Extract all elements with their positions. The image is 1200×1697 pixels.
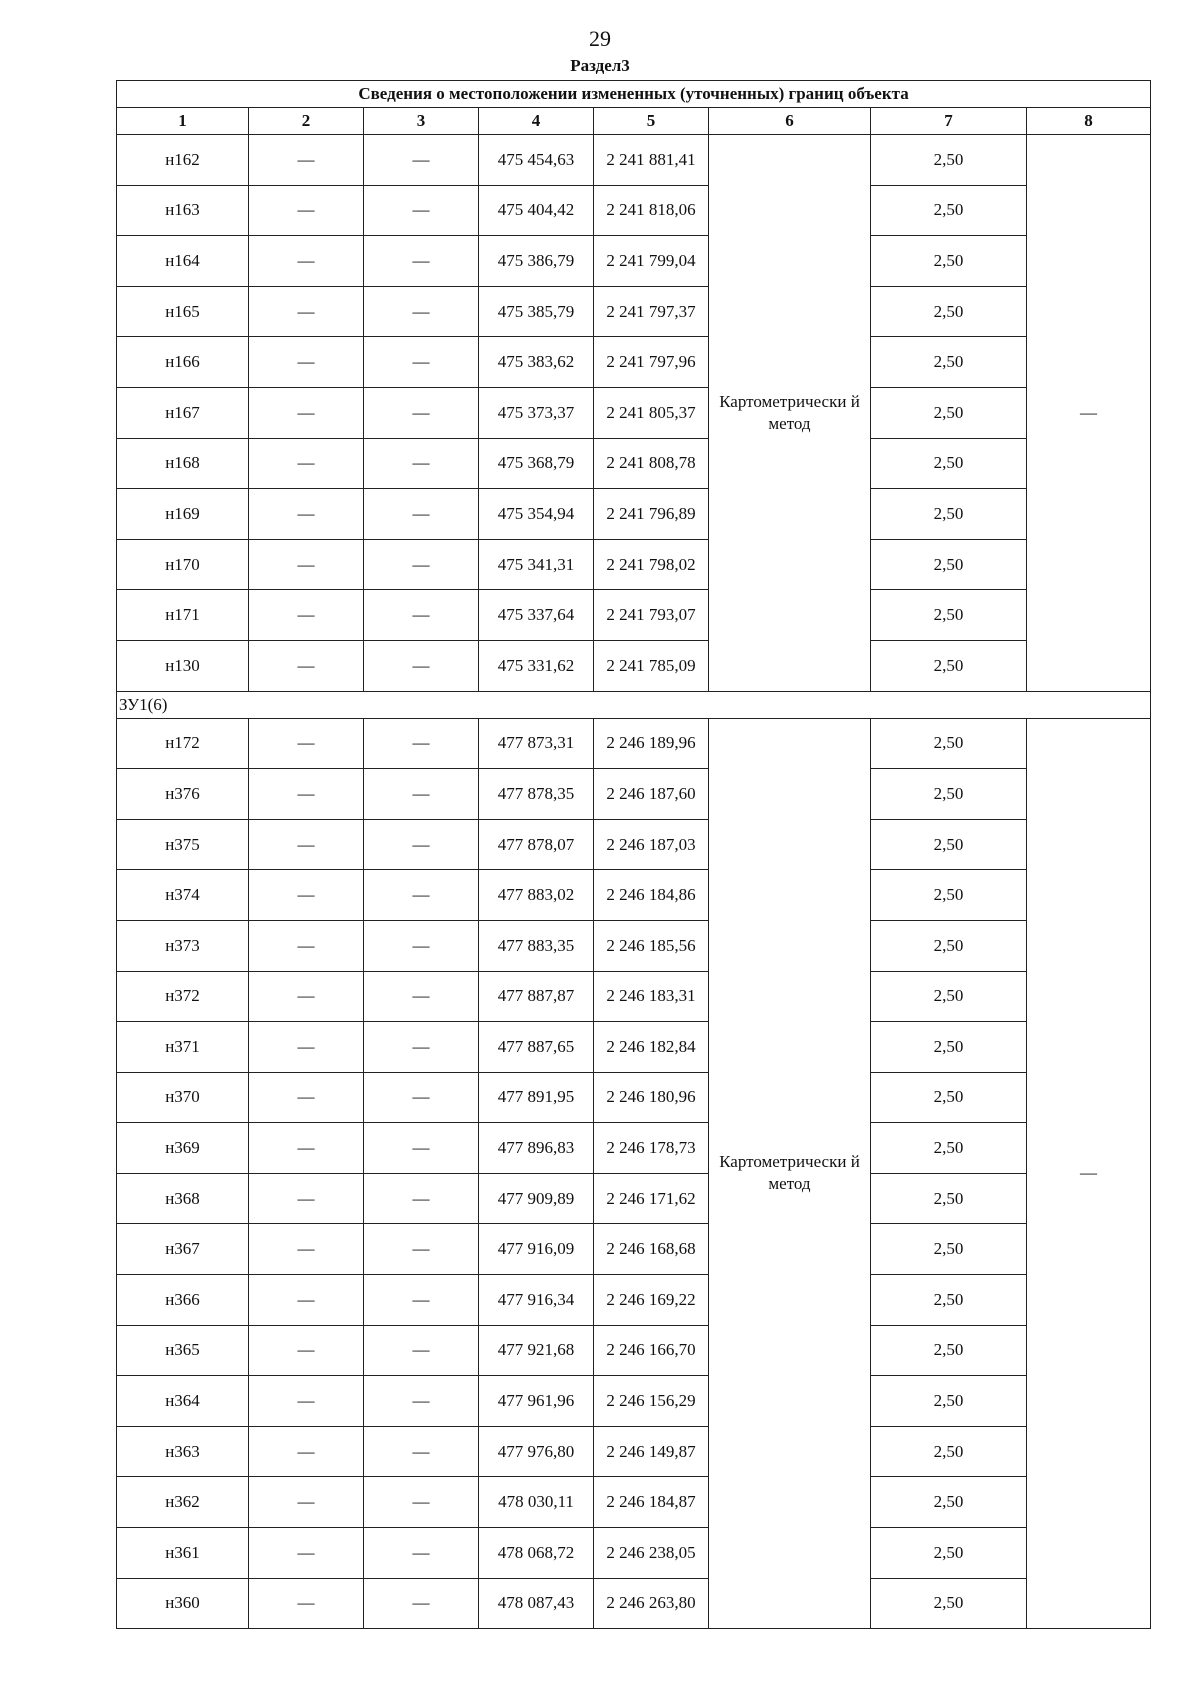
column-number: 6 xyxy=(709,108,871,135)
col3-cell: — xyxy=(364,1325,479,1376)
accuracy-cell: 2,50 xyxy=(871,1123,1027,1174)
col3-cell: — xyxy=(364,1578,479,1629)
table-row xyxy=(117,236,1151,287)
col3-cell: — xyxy=(364,489,479,540)
point-name-cell: н372 xyxy=(117,971,249,1022)
y-coordinate-cell: 2 241 785,09 xyxy=(594,640,709,691)
col3-cell: — xyxy=(364,1477,479,1528)
col3-cell: — xyxy=(364,640,479,691)
point-name-cell: н369 xyxy=(117,1123,249,1174)
col2-cell: — xyxy=(249,185,364,236)
x-coordinate-cell: 475 331,62 xyxy=(479,640,594,691)
col2-cell: — xyxy=(249,1578,364,1629)
col3-cell: — xyxy=(364,1275,479,1326)
accuracy-cell: 2,50 xyxy=(871,1072,1027,1123)
x-coordinate-cell: 475 385,79 xyxy=(479,286,594,337)
table-row xyxy=(117,1123,1151,1174)
col2-cell: — xyxy=(249,640,364,691)
table-row xyxy=(117,590,1151,641)
col3-cell: — xyxy=(364,1426,479,1477)
col2-cell: — xyxy=(249,1123,364,1174)
table-row xyxy=(117,718,1151,769)
point-name-cell: н370 xyxy=(117,1072,249,1123)
y-coordinate-cell: 2 241 818,06 xyxy=(594,185,709,236)
accuracy-cell: 2,50 xyxy=(871,1275,1027,1326)
x-coordinate-cell: 477 909,89 xyxy=(479,1173,594,1224)
col2-cell: — xyxy=(249,920,364,971)
point-name-cell: н373 xyxy=(117,920,249,971)
col2-cell: — xyxy=(249,718,364,769)
y-coordinate-cell: 2 241 881,41 xyxy=(594,135,709,186)
col2-cell: — xyxy=(249,590,364,641)
x-coordinate-cell: 477 873,31 xyxy=(479,718,594,769)
point-name-cell: н171 xyxy=(117,590,249,641)
accuracy-cell: 2,50 xyxy=(871,1528,1027,1579)
point-name-cell: н374 xyxy=(117,870,249,921)
y-coordinate-cell: 2 241 796,89 xyxy=(594,489,709,540)
accuracy-cell: 2,50 xyxy=(871,387,1027,438)
accuracy-cell: 2,50 xyxy=(871,1426,1027,1477)
point-name-cell: н376 xyxy=(117,769,249,820)
point-name-cell: н361 xyxy=(117,1528,249,1579)
accuracy-cell: 2,50 xyxy=(871,590,1027,641)
col2-cell: — xyxy=(249,489,364,540)
col3-cell: — xyxy=(364,920,479,971)
y-coordinate-cell: 2 246 178,73 xyxy=(594,1123,709,1174)
col3-cell: — xyxy=(364,819,479,870)
x-coordinate-cell: 475 454,63 xyxy=(479,135,594,186)
group-label: ЗУ1(6) xyxy=(117,691,1151,718)
y-coordinate-cell: 2 246 166,70 xyxy=(594,1325,709,1376)
table-row xyxy=(117,185,1151,236)
table-row xyxy=(117,1173,1151,1224)
table-row xyxy=(117,769,1151,820)
table-row xyxy=(117,1578,1151,1629)
accuracy-cell: 2,50 xyxy=(871,1173,1027,1224)
table-row xyxy=(117,1275,1151,1326)
table-caption: Сведения о местоположении измененных (уточненных) границ объекта xyxy=(117,81,1151,108)
col3-cell: — xyxy=(364,539,479,590)
point-name-cell: н163 xyxy=(117,185,249,236)
point-name-cell: н365 xyxy=(117,1325,249,1376)
y-coordinate-cell: 2 246 180,96 xyxy=(594,1072,709,1123)
y-coordinate-cell: 2 246 169,22 xyxy=(594,1275,709,1326)
column-number: 8 xyxy=(1027,108,1151,135)
y-coordinate-cell: 2 246 182,84 xyxy=(594,1022,709,1073)
accuracy-cell: 2,50 xyxy=(871,1477,1027,1528)
point-name-cell: н165 xyxy=(117,286,249,337)
accuracy-cell: 2,50 xyxy=(871,1578,1027,1629)
column-number-row xyxy=(117,108,1151,135)
col2-cell: — xyxy=(249,286,364,337)
col2-cell: — xyxy=(249,135,364,186)
y-coordinate-cell: 2 246 184,86 xyxy=(594,870,709,921)
table-row xyxy=(117,819,1151,870)
accuracy-cell: 2,50 xyxy=(871,971,1027,1022)
table-row xyxy=(117,1224,1151,1275)
x-coordinate-cell: 478 087,43 xyxy=(479,1578,594,1629)
y-coordinate-cell: 2 241 797,96 xyxy=(594,337,709,388)
table-row xyxy=(117,920,1151,971)
col3-cell: — xyxy=(364,337,479,388)
accuracy-cell: 2,50 xyxy=(871,718,1027,769)
table-row xyxy=(117,438,1151,489)
table-row xyxy=(117,1426,1151,1477)
accuracy-cell: 2,50 xyxy=(871,769,1027,820)
table-row xyxy=(117,387,1151,438)
col2-cell: — xyxy=(249,1477,364,1528)
table-row xyxy=(117,286,1151,337)
accuracy-cell: 2,50 xyxy=(871,1376,1027,1427)
y-coordinate-cell: 2 246 171,62 xyxy=(594,1173,709,1224)
method-cell: Картометрически й метод xyxy=(709,135,871,692)
y-coordinate-cell: 2 241 799,04 xyxy=(594,236,709,287)
accuracy-cell: 2,50 xyxy=(871,337,1027,388)
col2-cell: — xyxy=(249,1528,364,1579)
accuracy-cell: 2,50 xyxy=(871,135,1027,186)
x-coordinate-cell: 477 916,09 xyxy=(479,1224,594,1275)
col3-cell: — xyxy=(364,590,479,641)
col2-cell: — xyxy=(249,438,364,489)
point-name-cell: н168 xyxy=(117,438,249,489)
x-coordinate-cell: 477 976,80 xyxy=(479,1426,594,1477)
col8-cell: — xyxy=(1027,718,1151,1629)
y-coordinate-cell: 2 246 185,56 xyxy=(594,920,709,971)
y-coordinate-cell: 2 246 187,03 xyxy=(594,819,709,870)
col2-cell: — xyxy=(249,1426,364,1477)
accuracy-cell: 2,50 xyxy=(871,640,1027,691)
col2-cell: — xyxy=(249,1325,364,1376)
x-coordinate-cell: 477 883,02 xyxy=(479,870,594,921)
col2-cell: — xyxy=(249,1022,364,1073)
y-coordinate-cell: 2 241 793,07 xyxy=(594,590,709,641)
col2-cell: — xyxy=(249,1376,364,1427)
y-coordinate-cell: 2 246 184,87 xyxy=(594,1477,709,1528)
table-row xyxy=(117,1376,1151,1427)
point-name-cell: н172 xyxy=(117,718,249,769)
x-coordinate-cell: 478 030,11 xyxy=(479,1477,594,1528)
col8-cell: — xyxy=(1027,135,1151,692)
x-coordinate-cell: 477 887,65 xyxy=(479,1022,594,1073)
x-coordinate-cell: 475 404,42 xyxy=(479,185,594,236)
table-row xyxy=(117,1528,1151,1579)
table-body xyxy=(117,135,1151,1629)
column-number: 2 xyxy=(249,108,364,135)
column-number: 7 xyxy=(871,108,1027,135)
col2-cell: — xyxy=(249,1072,364,1123)
table-row xyxy=(117,971,1151,1022)
col2-cell: — xyxy=(249,1275,364,1326)
col2-cell: — xyxy=(249,539,364,590)
col3-cell: — xyxy=(364,1528,479,1579)
x-coordinate-cell: 477 961,96 xyxy=(479,1376,594,1427)
x-coordinate-cell: 477 916,34 xyxy=(479,1275,594,1326)
point-name-cell: н371 xyxy=(117,1022,249,1073)
point-name-cell: н375 xyxy=(117,819,249,870)
x-coordinate-cell: 477 878,35 xyxy=(479,769,594,820)
col3-cell: — xyxy=(364,1173,479,1224)
table-row xyxy=(117,337,1151,388)
column-number: 1 xyxy=(117,108,249,135)
point-name-cell: н366 xyxy=(117,1275,249,1326)
table-row xyxy=(117,870,1151,921)
table-row xyxy=(117,1072,1151,1123)
x-coordinate-cell: 477 891,95 xyxy=(479,1072,594,1123)
point-name-cell: н164 xyxy=(117,236,249,287)
accuracy-cell: 2,50 xyxy=(871,920,1027,971)
accuracy-cell: 2,50 xyxy=(871,185,1027,236)
accuracy-cell: 2,50 xyxy=(871,819,1027,870)
col3-cell: — xyxy=(364,870,479,921)
col3-cell: — xyxy=(364,135,479,186)
col3-cell: — xyxy=(364,1072,479,1123)
y-coordinate-cell: 2 246 168,68 xyxy=(594,1224,709,1275)
col2-cell: — xyxy=(249,1224,364,1275)
x-coordinate-cell: 477 921,68 xyxy=(479,1325,594,1376)
col2-cell: — xyxy=(249,870,364,921)
col3-cell: — xyxy=(364,286,479,337)
section-title: Раздел3 xyxy=(570,56,630,75)
y-coordinate-cell: 2 241 805,37 xyxy=(594,387,709,438)
col2-cell: — xyxy=(249,971,364,1022)
x-coordinate-cell: 475 354,94 xyxy=(479,489,594,540)
col3-cell: — xyxy=(364,1224,479,1275)
accuracy-cell: 2,50 xyxy=(871,1325,1027,1376)
table-row xyxy=(117,1477,1151,1528)
table-row xyxy=(117,539,1151,590)
boundary-coordinates-table xyxy=(116,80,1151,1629)
x-coordinate-cell: 475 341,31 xyxy=(479,539,594,590)
point-name-cell: н130 xyxy=(117,640,249,691)
col3-cell: — xyxy=(364,387,479,438)
x-coordinate-cell: 477 896,83 xyxy=(479,1123,594,1174)
point-name-cell: н169 xyxy=(117,489,249,540)
col2-cell: — xyxy=(249,769,364,820)
page-number: 29 xyxy=(589,26,611,51)
accuracy-cell: 2,50 xyxy=(871,438,1027,489)
col3-cell: — xyxy=(364,1376,479,1427)
col3-cell: — xyxy=(364,185,479,236)
y-coordinate-cell: 2 241 798,02 xyxy=(594,539,709,590)
col2-cell: — xyxy=(249,819,364,870)
x-coordinate-cell: 475 368,79 xyxy=(479,438,594,489)
col3-cell: — xyxy=(364,438,479,489)
x-coordinate-cell: 475 337,64 xyxy=(479,590,594,641)
accuracy-cell: 2,50 xyxy=(871,1224,1027,1275)
accuracy-cell: 2,50 xyxy=(871,870,1027,921)
point-name-cell: н360 xyxy=(117,1578,249,1629)
x-coordinate-cell: 475 373,37 xyxy=(479,387,594,438)
col3-cell: — xyxy=(364,971,479,1022)
y-coordinate-cell: 2 241 797,37 xyxy=(594,286,709,337)
x-coordinate-cell: 475 386,79 xyxy=(479,236,594,287)
point-name-cell: н363 xyxy=(117,1426,249,1477)
col2-cell: — xyxy=(249,337,364,388)
col2-cell: — xyxy=(249,387,364,438)
table-row xyxy=(117,1022,1151,1073)
col3-cell: — xyxy=(364,1022,479,1073)
point-name-cell: н362 xyxy=(117,1477,249,1528)
point-name-cell: н167 xyxy=(117,387,249,438)
accuracy-cell: 2,50 xyxy=(871,236,1027,287)
column-number: 4 xyxy=(479,108,594,135)
point-name-cell: н368 xyxy=(117,1173,249,1224)
col3-cell: — xyxy=(364,236,479,287)
point-name-cell: н170 xyxy=(117,539,249,590)
y-coordinate-cell: 2 241 808,78 xyxy=(594,438,709,489)
y-coordinate-cell: 2 246 187,60 xyxy=(594,769,709,820)
col3-cell: — xyxy=(364,1123,479,1174)
accuracy-cell: 2,50 xyxy=(871,539,1027,590)
y-coordinate-cell: 2 246 156,29 xyxy=(594,1376,709,1427)
table-row xyxy=(117,1325,1151,1376)
table-row xyxy=(117,489,1151,540)
col2-cell: — xyxy=(249,1173,364,1224)
column-number: 5 xyxy=(594,108,709,135)
table-row xyxy=(117,640,1151,691)
x-coordinate-cell: 475 383,62 xyxy=(479,337,594,388)
accuracy-cell: 2,50 xyxy=(871,1022,1027,1073)
accuracy-cell: 2,50 xyxy=(871,286,1027,337)
x-coordinate-cell: 477 887,87 xyxy=(479,971,594,1022)
point-name-cell: н364 xyxy=(117,1376,249,1427)
x-coordinate-cell: 477 878,07 xyxy=(479,819,594,870)
col2-cell: — xyxy=(249,236,364,287)
col3-cell: — xyxy=(364,718,479,769)
x-coordinate-cell: 478 068,72 xyxy=(479,1528,594,1579)
y-coordinate-cell: 2 246 149,87 xyxy=(594,1426,709,1477)
group-row xyxy=(117,691,1151,718)
y-coordinate-cell: 2 246 189,96 xyxy=(594,718,709,769)
y-coordinate-cell: 2 246 263,80 xyxy=(594,1578,709,1629)
table-row xyxy=(117,135,1151,186)
point-name-cell: н162 xyxy=(117,135,249,186)
col3-cell: — xyxy=(364,769,479,820)
column-number: 3 xyxy=(364,108,479,135)
point-name-cell: н166 xyxy=(117,337,249,388)
y-coordinate-cell: 2 246 183,31 xyxy=(594,971,709,1022)
y-coordinate-cell: 2 246 238,05 xyxy=(594,1528,709,1579)
x-coordinate-cell: 477 883,35 xyxy=(479,920,594,971)
point-name-cell: н367 xyxy=(117,1224,249,1275)
method-cell: Картометрически й метод xyxy=(709,718,871,1629)
accuracy-cell: 2,50 xyxy=(871,489,1027,540)
